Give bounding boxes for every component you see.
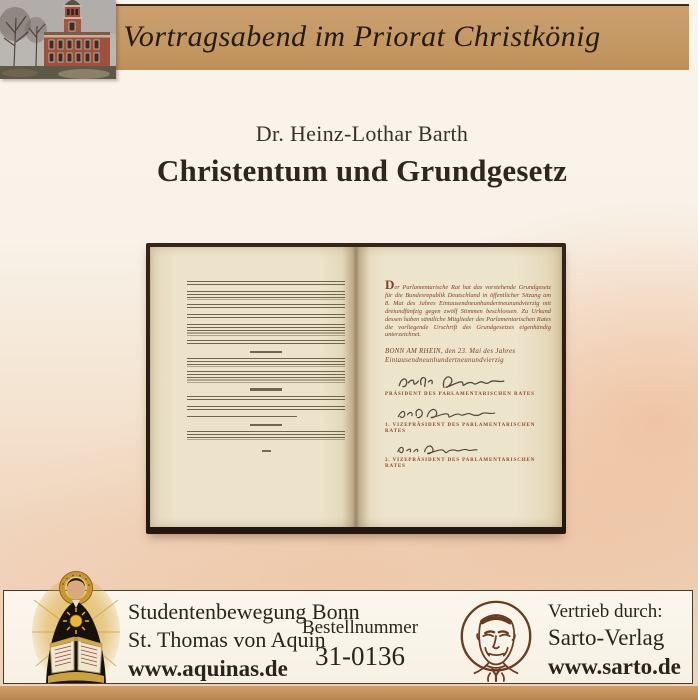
left-page-microprint [187, 281, 345, 452]
grundgesetz-closing-paragraph: Der Parlamentarische Rat hat das vorstehende Grundgesetz für die Bundesrepublik Deutschland in öffentlicher Sitzung am 8. Mai des Jahres Eintausendneunhundertneunundvierzig mit dreiundfünfzig gegen zwölf Stimmen beschlossen. Zu Urkund dessen haben sämtliche Mitglieder des Parlamentarischen Rates die vorliegende Urschrift des Grundgesetzes eigenhändig unterzeichnet. [385, 277, 551, 339]
st-thomas-aquinas-image [30, 570, 122, 687]
signature-caption-1: PRÄSIDENT DES PARLAMENTARISCHEN RATES [385, 392, 535, 398]
book-right-page [355, 247, 562, 527]
order-number-value: 31-0136 [315, 641, 405, 671]
book-left-page [150, 247, 357, 527]
signature-adolph-schoenfelder [391, 404, 503, 422]
bottom-strip [0, 686, 698, 700]
footer-org-line1: Studentenbewegung Bonn [128, 599, 360, 624]
aquinas-url: www.aquinas.de [128, 656, 288, 681]
signature-konrad-adenauer [391, 371, 513, 391]
sarto-url: www.sarto.de [548, 654, 681, 679]
signature-caption-2: 1. VIZEPRÄSIDENT DES PARLAMENTARISCHEN RATES [385, 423, 536, 435]
footer-org-line2: St. Thomas von Aquin [128, 627, 326, 652]
publisher-name: Sarto-Verlag [548, 625, 665, 650]
signature-hermann-schaefer [391, 441, 483, 457]
banner-title: Vortragsabend im Priorat Christkönig [123, 20, 601, 53]
book-gutter [342, 247, 370, 527]
pius-x-sarto-sketch [452, 597, 540, 683]
order-number-label: Bestellnummer [301, 617, 419, 638]
page-title: Christentum und Grundgesetz [156, 153, 568, 188]
grundgesetz-book-photo [146, 243, 566, 534]
place-date-line2: Eintausendneunhundertneunundvierzig [385, 357, 504, 365]
signature-caption-3: 2. VIZEPRÄSIDENT DES PARLAMENTARISCHEN RATES [385, 458, 536, 470]
distribution-label: Vertrieb durch: [548, 601, 663, 622]
place-date-line1: BONN AM RHEIN, den 23. Mai des Jahres [385, 348, 516, 356]
author-name: Dr. Heinz-Lothar Barth [255, 121, 469, 146]
church-photo [0, 0, 116, 79]
